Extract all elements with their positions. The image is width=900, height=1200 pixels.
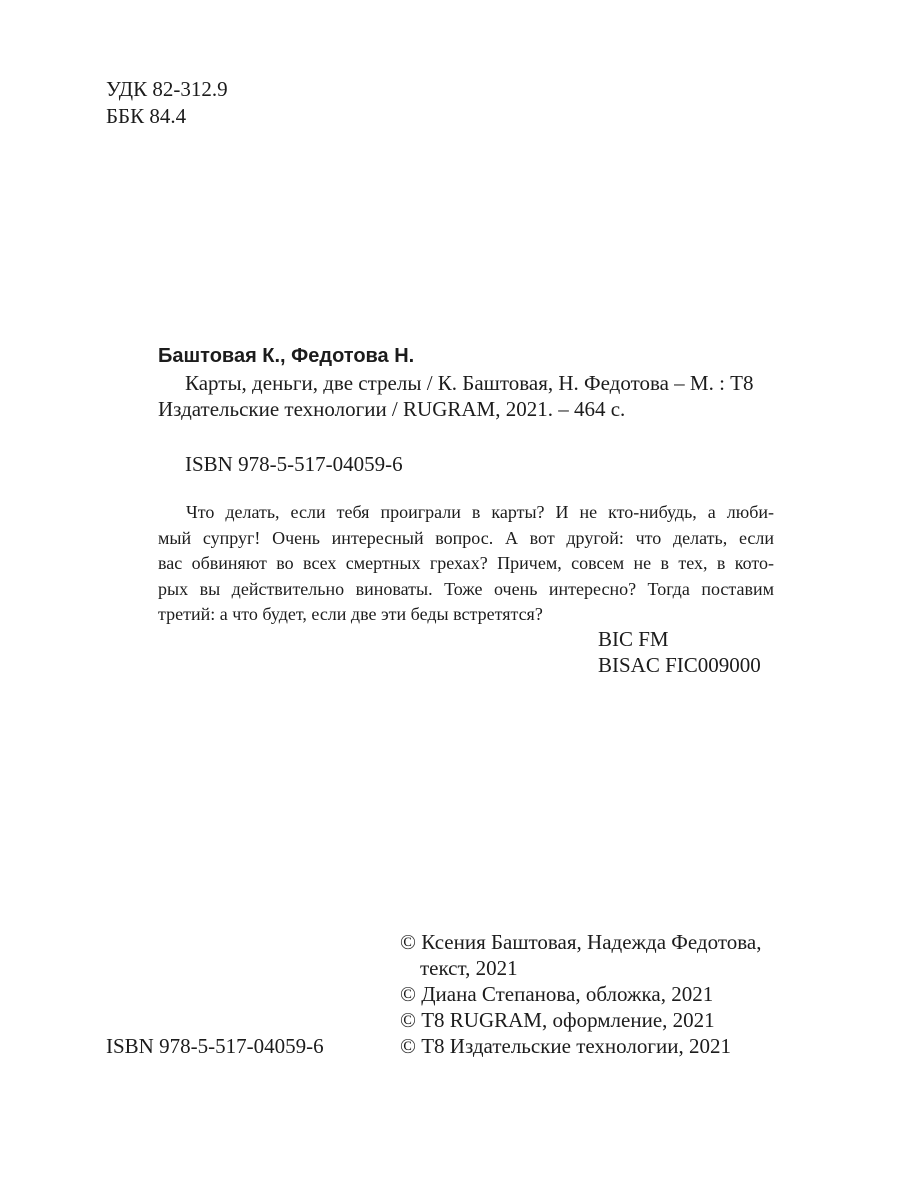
- copyright-line: © Ксения Баштовая, Надежда Федотова,: [400, 930, 762, 954]
- copyright-line: © Т8 Издательские технологии, 2021: [400, 1034, 731, 1058]
- udk-code: УДК 82-312.9: [106, 77, 228, 101]
- annotation-line: третий: а что будет, если две эти беды встретятся?: [158, 604, 543, 624]
- annotation-block: [158, 500, 774, 628]
- isbn-main: ISBN 978-5-517-04059-6: [185, 452, 403, 476]
- authors-heading: Баштовая К., Федотова Н.: [158, 345, 415, 367]
- annotation-line: мый супруг! Очень интересный вопрос. А вот другой: что делать, если: [158, 527, 774, 548]
- isbn-bottom: ISBN 978-5-517-04059-6: [106, 1034, 324, 1058]
- copyright-line: текст, 2021: [420, 956, 518, 980]
- bic-code: BIC FM: [598, 627, 669, 651]
- bibliographic-line-2: Издательские технологии / RUGRAM, 2021. – 464 с.: [158, 397, 626, 421]
- annotation-line: вас обвиняют во всех смертных грехах? Причем, совсем не в тех, в кото-: [158, 553, 774, 573]
- bibliographic-line-1: Карты, деньги, две стрелы / К. Баштовая, Н. Федотова – М. : Т8: [185, 371, 754, 395]
- bisac-code: BISAC FIC009000: [598, 653, 761, 677]
- bbk-code: ББК 84.4: [106, 104, 187, 128]
- copyright-line: © Т8 RUGRAM, оформление, 2021: [400, 1008, 715, 1032]
- annotation-line: Что делать, если тебя проиграли в карты? И не кто-нибудь, а люби-: [186, 502, 774, 522]
- annotation-line: рых вы действительно виноваты. Тоже очень интересно? Тогда поставим: [158, 578, 774, 599]
- copyright-line: © Диана Степанова, обложка, 2021: [400, 982, 714, 1006]
